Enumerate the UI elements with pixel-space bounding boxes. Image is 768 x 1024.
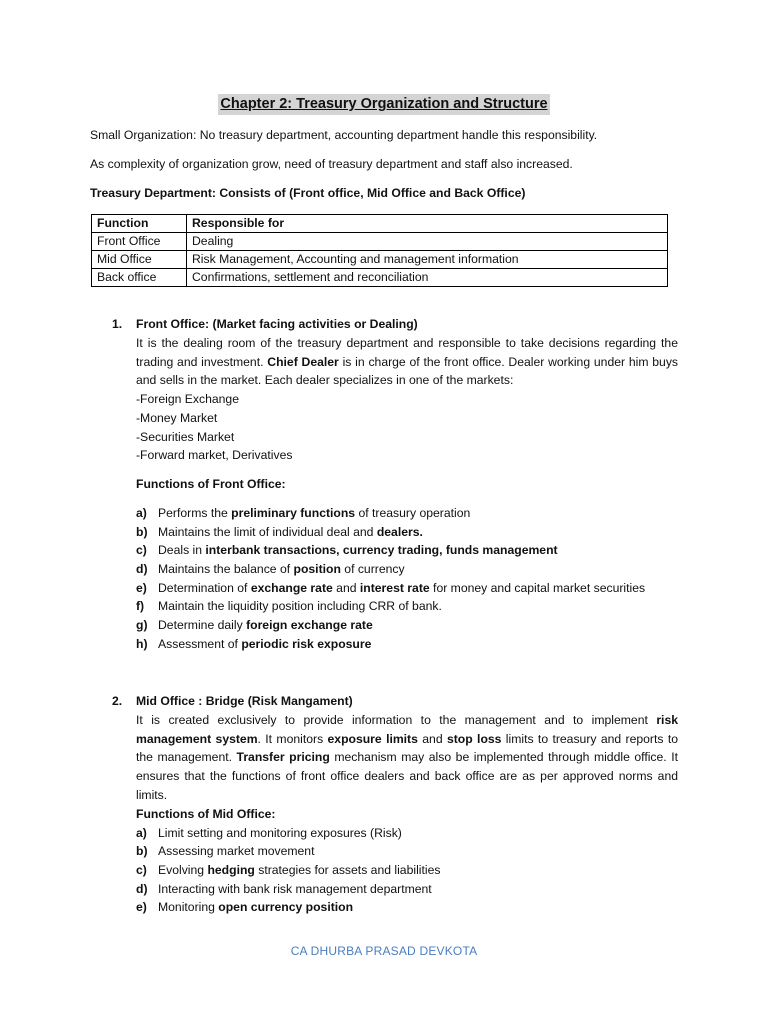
text-run: Monitoring	[158, 900, 219, 915]
table-cell: Mid Office	[92, 251, 187, 269]
mid-office-heading	[112, 692, 678, 711]
item-label: b)	[136, 844, 148, 859]
list-item: -Securities Market	[136, 429, 235, 444]
list-item: -Foreign Exchange	[136, 392, 239, 407]
text-run: Maintains the limit of individual deal and	[158, 524, 377, 539]
text-run-bold: open currency position	[218, 900, 354, 915]
text-run-bold: hedging	[207, 862, 255, 877]
item-label: a)	[136, 825, 147, 840]
item-label: a)	[136, 505, 147, 520]
text-run: It is the dealing room of the treasury department and responsible to take decisions regarding the trading and investment.	[136, 336, 678, 369]
front-office-heading	[112, 315, 678, 334]
table-cell: Dealing	[187, 233, 668, 251]
front-office-functions	[136, 504, 678, 654]
list-item	[136, 523, 678, 542]
text-run-bold: exchange rate	[250, 580, 333, 595]
mid-office-functions	[136, 824, 678, 918]
text-run: Assessing market movement	[158, 844, 315, 859]
text-run: Limit setting and monitoring exposures (Risk)	[158, 825, 402, 840]
text-run: Deals in	[158, 543, 206, 558]
list-item	[136, 579, 678, 598]
text-run: Maintains the balance of	[158, 562, 294, 577]
list-item	[136, 616, 678, 635]
text-run-bold: foreign exchange rate	[246, 618, 373, 633]
list-item	[136, 861, 678, 880]
text-run: Determination of	[158, 580, 251, 595]
text-run: for money and capital market securities	[429, 580, 646, 595]
table-row	[92, 233, 668, 251]
section-number: 1.	[112, 317, 123, 331]
text-run: limits to treasury and reports to the management.	[136, 731, 678, 765]
text-run-bold: risk management system	[136, 713, 678, 746]
table-row	[92, 269, 668, 287]
text-run: Determine daily	[158, 618, 247, 633]
text-run: strategies for assets and liabilities	[254, 862, 441, 877]
text-run: Maintain the liquidity position including CRR of bank.	[158, 599, 442, 614]
item-label: d)	[136, 562, 148, 577]
section-number: 2.	[112, 694, 123, 708]
list-item	[136, 898, 678, 917]
item-label: e)	[136, 580, 147, 595]
footer-author: CA DHURBA PRASAD DEVKOTA	[290, 944, 478, 958]
mid-office-section	[112, 692, 678, 917]
front-office-description	[136, 334, 678, 390]
text-run-bold: exposure limits	[327, 731, 418, 746]
text-run-bold: interest rate	[359, 580, 430, 595]
mid-office-functions-heading: Functions of Mid Office:	[136, 806, 276, 821]
text-run-bold: stop loss	[446, 731, 502, 746]
text-run: mechanism may also be implemented through middle office. It ensures that the functions of front office dealers and back office are as per approved norms and limits.	[136, 750, 678, 802]
text-run: of treasury operation	[355, 505, 471, 520]
text-run: of currency	[340, 562, 405, 577]
table-header-row	[92, 215, 668, 233]
section-title: Front Office: (Market facing activities or Dealing)	[136, 317, 418, 331]
list-item	[136, 635, 678, 654]
text-run: Evolving	[158, 862, 208, 877]
text-run-bold: dealers.	[376, 524, 423, 539]
title-wrap	[0, 94, 768, 115]
list-item: -Money Market	[136, 410, 218, 425]
list-item	[136, 824, 678, 843]
text-run-bold: periodic risk exposure	[241, 636, 372, 651]
item-label: c)	[136, 543, 147, 558]
front-office-functions-heading: Functions of Front Office:	[136, 476, 286, 491]
intro-complexity: As complexity of organization grow, need of treasury department and staff also increased.	[90, 157, 573, 171]
mid-office-description	[136, 711, 678, 805]
list-item	[136, 541, 678, 560]
item-label: b)	[136, 524, 148, 539]
text-run: Performs the	[158, 505, 232, 520]
text-run: Assessment of	[158, 636, 242, 651]
market-list	[136, 390, 678, 465]
text-run-bold: interbank transactions, currency trading, funds management	[205, 543, 558, 558]
list-item	[136, 880, 678, 899]
table-cell: Confirmations, settlement and reconciliation	[187, 269, 668, 287]
text-run-bold: Chief Dealer	[267, 354, 339, 369]
list-item	[136, 504, 678, 523]
intro-treasury-dept: Treasury Department: Consists of (Front office, Mid Office and Back Office)	[90, 186, 526, 200]
item-label: d)	[136, 881, 148, 896]
text-run: Interacting with bank risk management department	[158, 881, 432, 896]
front-office-section	[112, 315, 678, 654]
text-run-bold: Transfer pricing	[236, 750, 330, 765]
section-title: Mid Office : Bridge (Risk Mangament)	[136, 694, 353, 708]
text-run: . It monitors	[257, 731, 328, 746]
list-item	[136, 560, 678, 579]
item-label: h)	[136, 636, 148, 651]
table-header-function: Function	[92, 215, 187, 233]
page-title: Chapter 2: Treasury Organization and Structure	[218, 94, 549, 115]
table-cell: Front Office	[92, 233, 187, 251]
table-cell: Risk Management, Accounting and management information	[187, 251, 668, 269]
item-label: g)	[136, 618, 148, 633]
function-table	[91, 214, 668, 287]
item-label: e)	[136, 900, 147, 915]
table-row	[92, 251, 668, 269]
text-run: and	[332, 580, 360, 595]
list-item	[136, 597, 678, 616]
table-cell: Back office	[92, 269, 187, 287]
text-run: It is created exclusively to provide information to the management and to implement	[136, 713, 657, 727]
intro-small-org: Small Organization: No treasury department, accounting department handle this responsibility.	[90, 128, 598, 142]
item-label: f)	[136, 599, 145, 614]
item-label: c)	[136, 862, 147, 877]
list-item: -Forward market, Derivatives	[136, 448, 293, 463]
text-run-bold: preliminary functions	[231, 505, 356, 520]
list-item	[136, 842, 678, 861]
text-run: and	[417, 731, 447, 746]
text-run: is in charge of the front office. Dealer working under him buys and sells in the market. Each dealer specializes in one of the markets:	[136, 354, 679, 388]
table-header-responsible: Responsible for	[187, 215, 668, 233]
text-run-bold: position	[293, 562, 341, 577]
